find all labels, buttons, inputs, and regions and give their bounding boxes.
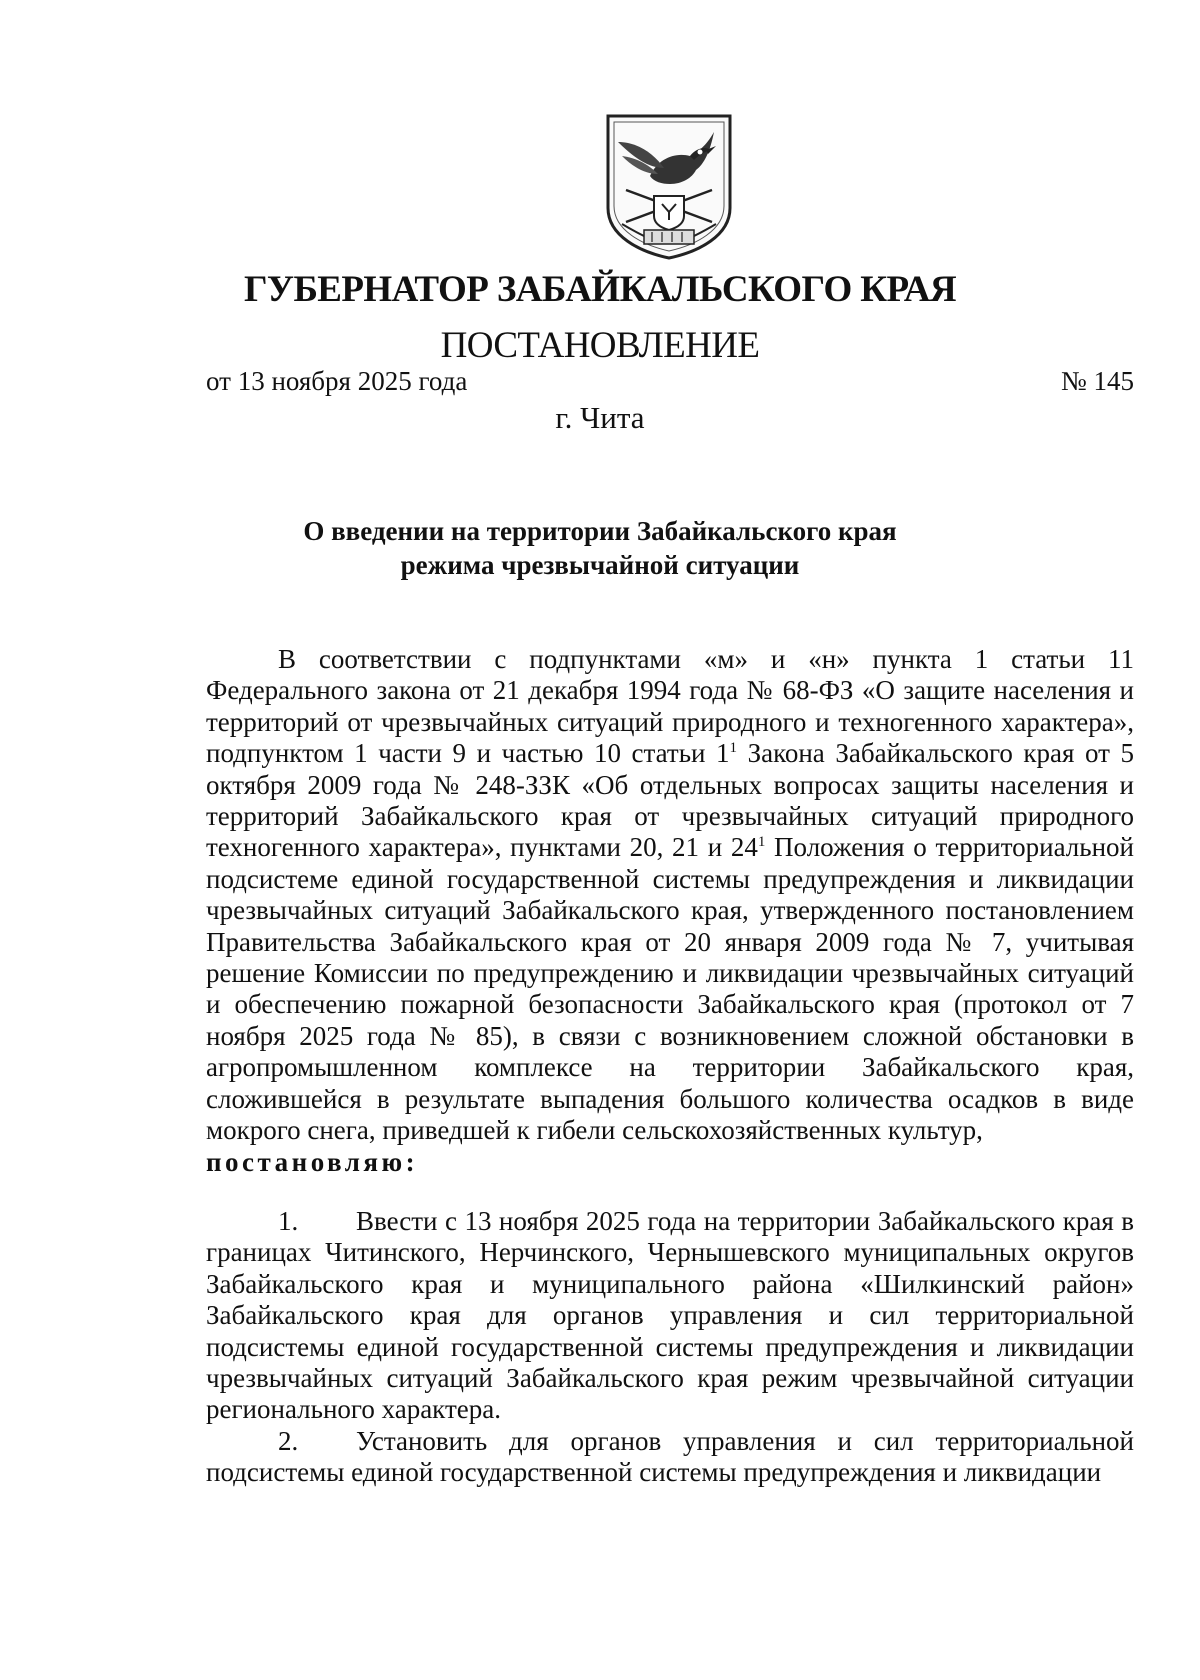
document-body	[206, 644, 1134, 1489]
preamble-paragraph	[206, 644, 1134, 1178]
item-text: Ввести с 13 ноября 2025 года на территории Забайкальского края в границах Читинского, Нерчинского, Чернышевского муниципальных округов Забайкальского края и муниципального района «Шилкинский район» Забайкальского края для органов управления и сил территориальной подсистемы единой государственной системы предупреждения и ликвидации чрезвычайных ситуаций Забайкальского края режим чрезвычайной ситуации регионального характера.	[206, 1205, 1134, 1425]
document-type: ПОСТАНОВЛЕНИЕ	[440, 325, 760, 366]
issue-city: г. Чита	[555, 400, 645, 435]
issuing-authority: ГУБЕРНАТОР ЗАБАЙКАЛЬСКОГО КРАЯ	[243, 269, 957, 310]
preamble-text-2: Закона Забайкальского края от 5 октября 2009 года № 248-ЗЗК «Об отдельных вопросах защиты населения и территорий Забайкальского края от чрезвычайных ситуаций природного техногенного характера», пунктами 20, 21 и 24	[206, 738, 1134, 863]
list-item	[206, 1426, 1134, 1489]
title-line-2: режима чрезвычайной ситуации	[400, 550, 800, 580]
superscript-1: 1	[729, 740, 738, 757]
preamble-text-1: В соответствии с подпунктами «м» и «н» пункта 1 статьи 11 Федерального закона от 21 декабря 1994 года № 68-ФЗ «О защите населения и территорий от чрезвычайных ситуаций природного и техногенного характера», подпунктом 1 части 9 и частью 10 статьи 1	[206, 644, 1134, 769]
item-number: 2.	[278, 1425, 299, 1456]
title-line-1: О введении на территории Забайкальского края	[303, 516, 897, 546]
superscript-2: 1	[757, 834, 766, 851]
document-date: от 13 ноября 2025 года	[206, 366, 468, 396]
item-number: 1.	[278, 1205, 299, 1236]
coat-of-arms-icon	[602, 112, 736, 260]
preamble-text-3: Положения о территориальной подсистеме единой государственной системы предупреждения и ликвидации чрезвычайных ситуаций Забайкальского края, утвержденного постановлением Правительства Забайкальского края от 20 января 2009 года № 7, учитывая решение Комиссии по предупреждению и ликвидации чрезвычайных ситуаций и обеспечению пожарной безопасности Забайкальского края (протокол от 7 ноября 2025 года № 85), в связи с возникновением сложной обстановки в агропромышленном комплексе на территории Забайкальского края, сложившейся в результате выпадения большого количества осадков в виде мокрого снега, приведшей к гибели сельскохозяйственных культур,	[206, 832, 1134, 1146]
item-text: Установить для органов управления и сил территориальной подсистемы единой государственной системы предупреждения и ликвидации	[206, 1425, 1134, 1488]
decree-word: постановляю:	[206, 1146, 419, 1177]
document-title	[0, 514, 1200, 582]
list-item	[206, 1206, 1134, 1426]
document-number: № 145	[1060, 366, 1134, 396]
